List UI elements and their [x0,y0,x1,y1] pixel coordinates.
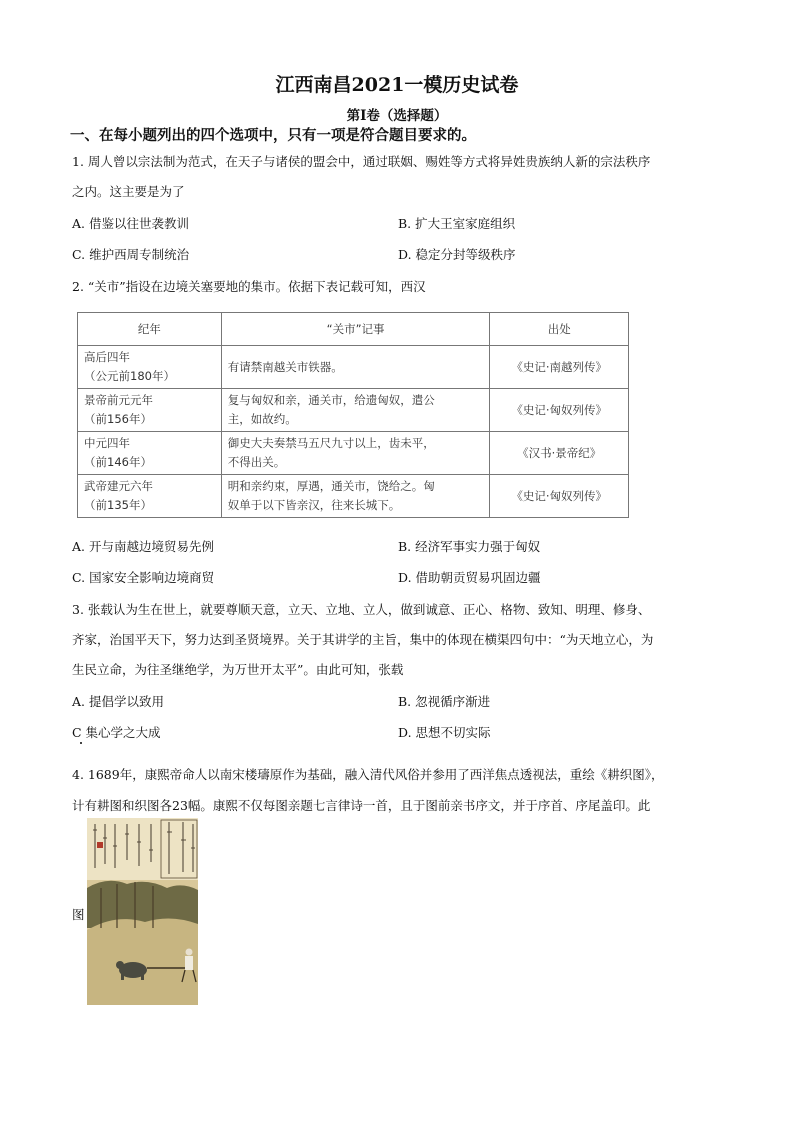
q3-option-c[interactable]: C 集心学之大成 [72,725,161,740]
table-cell-event [221,389,490,432]
q4-stem-line3: 图 [72,907,85,922]
q1-option-b[interactable]: B. 扩大王室家庭组织 [398,216,516,231]
q3-stem-line1: 3. 张载认为生在世上，就要尊顺天意，立天、立地、立人，做到诚意、正心、格物、致知、明理、修身、 [72,602,651,617]
table-cell-event [221,475,490,518]
q2-option-b[interactable]: B. 经济军事实力强于匈奴 [398,539,541,554]
table-cell-year [78,475,222,518]
event-line1: 有请禁南越关市铁器。 [227,359,343,374]
q4-stem-line2: 计有耕图和织图各23幅。康熙不仅每图亲题七言律诗一首，且于图前亲书序文，并于序首、序尾盖印。此 [72,798,651,813]
q1-option-d[interactable]: D. 稳定分封等级秩序 [398,247,516,262]
year-line2: （前135年） [84,498,152,512]
table-row [78,432,629,475]
table-header-event: “关市”记事 [221,313,490,346]
table-cell-event [221,346,490,389]
table-cell-source: 《史记·匈奴列传》 [490,475,629,518]
event-line2: 奴单于以下皆亲汉，往来长城下。 [227,498,401,512]
year-line2: （前156年） [84,412,152,426]
page-title: 江西南昌2021一模历史试卷 [275,74,519,96]
event-line1: 复与匈奴和亲，通关市，给遗匈奴，遣公 [227,393,435,407]
q2-option-d[interactable]: D. 借助朝贡贸易巩固边疆 [398,570,541,585]
q1-option-c[interactable]: C. 维护西周专制统治 [72,247,190,262]
event-line1: 明和亲约束，厚遇，通关市，饶给之。匈 [227,479,435,493]
year-line1: 武帝建元六年 [84,479,153,493]
gengzhi-painting-image [87,818,198,1005]
table-cell-event [221,432,490,475]
q2-option-a[interactable]: A. 开与南越边境贸易先例 [72,539,214,554]
q2-stem: 2. “关市”指设在边境关塞要地的集市。依据下表记载可知，西汉 [72,279,426,294]
year-line2: （前146年） [84,455,152,469]
event-line2: 主，如故约。 [227,412,297,426]
source-table [77,312,629,518]
table-cell-year [78,432,222,475]
table-cell-year [78,346,222,389]
table-cell-year [78,389,222,432]
year-line1: 景帝前元元年 [84,393,153,407]
table-row [78,389,629,432]
q4-stem-line1: 4. 1689年，康熙帝命人以南宋楼璹原作为基础，融入清代风俗并参用了西洋焦点透视法，重绘《耕织图》， [72,767,664,782]
table-header-row [78,313,629,346]
q3-stem-line3: 生民立命，为往圣继绝学，为万世开太平”。由此可知，张载 [72,662,404,677]
event-line1: 御史大夫奏禁马五尺九寸以上，齿未平， [227,436,435,450]
table-cell-source: 《汉书·景帝纪》 [490,432,629,475]
table-header-source: 出处 [490,313,629,346]
table-row [78,346,629,389]
volume-subtitle: 第Ⅰ卷（选择题） [346,108,448,124]
table-cell-source: 《史记·南越列传》 [490,346,629,389]
section-heading: 一、在每小题列出的四个选项中，只有一项是符合题目要求的。 [70,127,476,144]
event-line2: 不得出关。 [227,455,286,469]
q1-option-a[interactable]: A. 借鉴以往世袭教训 [72,216,189,231]
table-cell-source: 《史记·匈奴列传》 [490,389,629,432]
q1-stem-line1: 1. 周人曾以宗法制为范式，在天子与诸侯的盟会中，通过联姻、赐姓等方式将异姓贵族纳人新的宗法秩序 [72,154,651,169]
q3-option-b[interactable]: B. 忽视循序渐进 [398,694,491,709]
table-row [78,475,629,518]
q2-option-c[interactable]: C. 国家安全影响边境商贸 [72,570,215,585]
q3-stem-line2: 齐家，治国平天下，努力达到圣贤境界。关于其讲学的主旨，集中的体现在横渠四句中：“为天地立心，为 [72,632,654,647]
year-line1: 高后四年 [84,350,130,364]
q3-option-d[interactable]: D. 思想不切实际 [398,725,491,740]
q3-option-a[interactable]: A. 提倡学以致用 [72,694,164,709]
year-line1: 中元四年 [84,436,130,450]
q1-stem-line2: 之内。这主要是为了 [72,184,185,199]
stray-dot [80,742,82,744]
year-line2: （公元前180年） [84,369,175,383]
table-header-year: 纪年 [78,313,222,346]
